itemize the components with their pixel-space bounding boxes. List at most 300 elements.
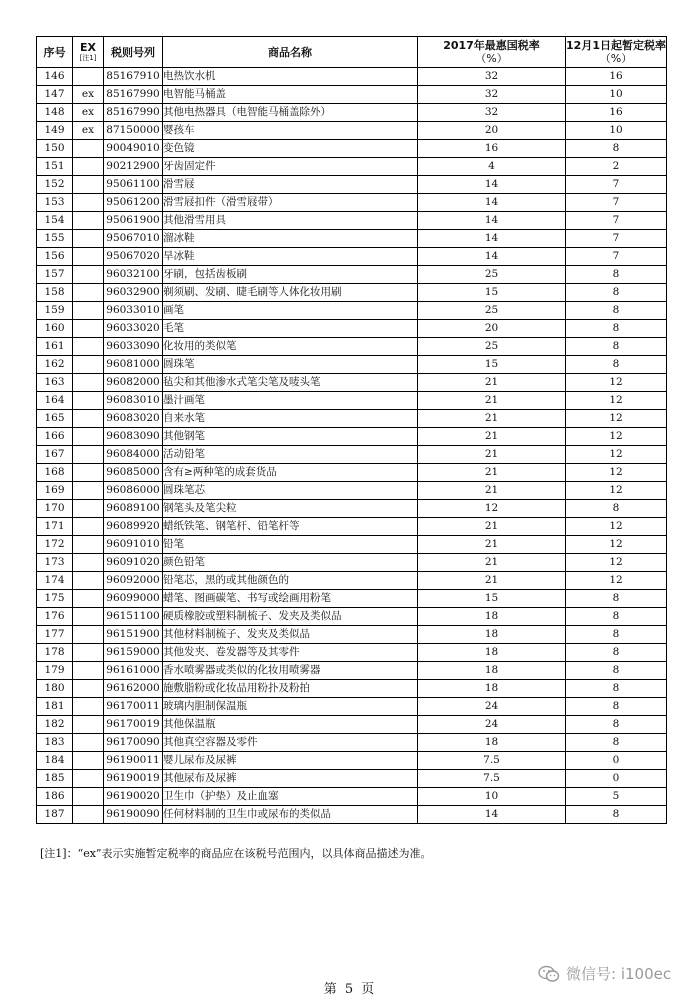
cell-code: 96083020 xyxy=(104,410,163,428)
table-row xyxy=(37,536,667,554)
cell-rate-new: 8 xyxy=(566,140,667,158)
table-row xyxy=(37,104,667,122)
cell-ex xyxy=(73,158,104,176)
cell-code: 96170011 xyxy=(104,698,163,716)
cell-code: 96081000 xyxy=(104,356,163,374)
cell-ex xyxy=(73,302,104,320)
cell-ex xyxy=(73,176,104,194)
table-row xyxy=(37,122,667,140)
header-name: 商品名称 xyxy=(163,37,418,68)
table-row xyxy=(37,680,667,698)
cell-no: 183 xyxy=(37,734,73,752)
cell-no: 162 xyxy=(37,356,73,374)
cell-ex xyxy=(73,356,104,374)
cell-name: 钢笔头及笔尖粒 xyxy=(163,500,418,518)
cell-rate-new: 12 xyxy=(566,374,667,392)
table-row xyxy=(37,788,667,806)
table-row xyxy=(37,554,667,572)
cell-ex xyxy=(73,428,104,446)
cell-rate-new: 12 xyxy=(566,446,667,464)
table-row xyxy=(37,176,667,194)
cell-rate-new: 8 xyxy=(566,302,667,320)
table-row xyxy=(37,86,667,104)
cell-ex xyxy=(73,374,104,392)
header-ex: EX [注1] xyxy=(73,37,104,68)
cell-rate-2017: 25 xyxy=(418,266,566,284)
cell-no: 168 xyxy=(37,464,73,482)
cell-no: 157 xyxy=(37,266,73,284)
cell-code: 96190011 xyxy=(104,752,163,770)
cell-rate-2017: 32 xyxy=(418,86,566,104)
cell-name: 墨汁画笔 xyxy=(163,392,418,410)
cell-ex xyxy=(73,590,104,608)
cell-rate-new: 12 xyxy=(566,410,667,428)
cell-name: 变色镜 xyxy=(163,140,418,158)
cell-rate-new: 10 xyxy=(566,122,667,140)
table-row xyxy=(37,374,667,392)
cell-rate-2017: 14 xyxy=(418,194,566,212)
cell-no: 186 xyxy=(37,788,73,806)
cell-code: 96082000 xyxy=(104,374,163,392)
cell-rate-new: 8 xyxy=(566,338,667,356)
cell-ex: ex xyxy=(73,86,104,104)
cell-code: 96032900 xyxy=(104,284,163,302)
table-row xyxy=(37,806,667,824)
cell-ex xyxy=(73,608,104,626)
footnote: [注1]：“ex”表示实施暂定税率的商品应在该税号范围内，以具体商品描述为准。 xyxy=(40,847,432,860)
cell-ex: ex xyxy=(73,122,104,140)
cell-no: 153 xyxy=(37,194,73,212)
cell-name: 剃须刷、发刷、睫毛刷等人体化妆用刷 xyxy=(163,284,418,302)
cell-code: 96190019 xyxy=(104,770,163,788)
cell-no: 174 xyxy=(37,572,73,590)
cell-rate-2017: 25 xyxy=(418,338,566,356)
cell-no: 164 xyxy=(37,392,73,410)
cell-name: 画笔 xyxy=(163,302,418,320)
cell-name: 铅笔 xyxy=(163,536,418,554)
cell-name: 婴儿尿布及尿裤 xyxy=(163,752,418,770)
cell-no: 159 xyxy=(37,302,73,320)
cell-ex xyxy=(73,194,104,212)
cell-code: 96033010 xyxy=(104,302,163,320)
cell-rate-new: 0 xyxy=(566,770,667,788)
cell-name: 毡尖和其他渗水式笔尖笔及唛头笔 xyxy=(163,374,418,392)
cell-rate-2017: 7.5 xyxy=(418,752,566,770)
cell-rate-new: 16 xyxy=(566,68,667,86)
cell-code: 96089920 xyxy=(104,518,163,536)
cell-code: 96085000 xyxy=(104,464,163,482)
cell-ex xyxy=(73,446,104,464)
table-row xyxy=(37,212,667,230)
cell-rate-new: 8 xyxy=(566,356,667,374)
cell-name: 香水喷雾器或类似的化妆用喷雾器 xyxy=(163,662,418,680)
cell-ex xyxy=(73,626,104,644)
cell-rate-new: 8 xyxy=(566,500,667,518)
cell-rate-new: 8 xyxy=(566,320,667,338)
table-row xyxy=(37,230,667,248)
table-row xyxy=(37,698,667,716)
cell-ex xyxy=(73,518,104,536)
cell-ex xyxy=(73,248,104,266)
cell-rate-2017: 15 xyxy=(418,356,566,374)
cell-rate-2017: 21 xyxy=(418,446,566,464)
cell-code: 90212900 xyxy=(104,158,163,176)
cell-ex xyxy=(73,806,104,824)
cell-no: 177 xyxy=(37,626,73,644)
cell-rate-2017: 21 xyxy=(418,536,566,554)
cell-rate-new: 8 xyxy=(566,608,667,626)
cell-no: 178 xyxy=(37,644,73,662)
cell-name: 蜡笔、图画碳笔、书写或绘画用粉笔 xyxy=(163,590,418,608)
cell-rate-2017: 18 xyxy=(418,608,566,626)
cell-code: 95061100 xyxy=(104,176,163,194)
cell-no: 150 xyxy=(37,140,73,158)
table-row xyxy=(37,482,667,500)
cell-name: 牙齿固定件 xyxy=(163,158,418,176)
wechat-icon xyxy=(538,965,560,983)
cell-no: 156 xyxy=(37,248,73,266)
table-body xyxy=(37,68,667,824)
cell-no: 155 xyxy=(37,230,73,248)
cell-name: 其他真空容器及零件 xyxy=(163,734,418,752)
cell-ex xyxy=(73,266,104,284)
cell-code: 96033090 xyxy=(104,338,163,356)
cell-rate-new: 8 xyxy=(566,734,667,752)
cell-code: 85167990 xyxy=(104,86,163,104)
cell-no: 180 xyxy=(37,680,73,698)
cell-rate-new: 8 xyxy=(566,644,667,662)
cell-rate-2017: 18 xyxy=(418,644,566,662)
cell-code: 87150000 xyxy=(104,122,163,140)
cell-ex xyxy=(73,140,104,158)
cell-ex xyxy=(73,698,104,716)
cell-name: 其他材料制梳子、发夹及类似品 xyxy=(163,626,418,644)
table-row xyxy=(37,752,667,770)
cell-no: 175 xyxy=(37,590,73,608)
tariff-table xyxy=(36,36,667,824)
table-row xyxy=(37,428,667,446)
table-row xyxy=(37,140,667,158)
cell-rate-new: 5 xyxy=(566,788,667,806)
cell-rate-2017: 7.5 xyxy=(418,770,566,788)
cell-no: 173 xyxy=(37,554,73,572)
table-row xyxy=(37,248,667,266)
cell-code: 96083090 xyxy=(104,428,163,446)
cell-rate-2017: 14 xyxy=(418,230,566,248)
cell-no: 152 xyxy=(37,176,73,194)
cell-name: 牙刷，包括齿板刷 xyxy=(163,266,418,284)
cell-code: 96161000 xyxy=(104,662,163,680)
cell-name: 铅笔芯，黑的或其他颜色的 xyxy=(163,572,418,590)
cell-ex xyxy=(73,644,104,662)
cell-no: 185 xyxy=(37,770,73,788)
cell-code: 96190020 xyxy=(104,788,163,806)
header-code: 税则号列 xyxy=(104,37,163,68)
cell-code: 96089100 xyxy=(104,500,163,518)
cell-code: 96170090 xyxy=(104,734,163,752)
cell-code: 96151900 xyxy=(104,626,163,644)
cell-name: 毛笔 xyxy=(163,320,418,338)
table-row xyxy=(37,626,667,644)
cell-name: 其他滑雪用具 xyxy=(163,212,418,230)
cell-rate-2017: 20 xyxy=(418,320,566,338)
cell-rate-new: 12 xyxy=(566,536,667,554)
cell-ex xyxy=(73,752,104,770)
cell-ex xyxy=(73,230,104,248)
cell-ex xyxy=(73,770,104,788)
table-row xyxy=(37,356,667,374)
cell-ex xyxy=(73,536,104,554)
cell-code: 95067010 xyxy=(104,230,163,248)
cell-name: 圆珠笔芯 xyxy=(163,482,418,500)
cell-rate-2017: 21 xyxy=(418,410,566,428)
cell-rate-2017: 20 xyxy=(418,122,566,140)
table-header-row xyxy=(37,37,667,68)
cell-name: 活动铅笔 xyxy=(163,446,418,464)
cell-name: 硬质橡胶或塑料制梳子、发夹及类似品 xyxy=(163,608,418,626)
cell-code: 95067020 xyxy=(104,248,163,266)
cell-rate-2017: 32 xyxy=(418,68,566,86)
cell-ex xyxy=(73,734,104,752)
table-row xyxy=(37,590,667,608)
cell-rate-2017: 21 xyxy=(418,482,566,500)
cell-rate-2017: 21 xyxy=(418,428,566,446)
table-row xyxy=(37,266,667,284)
watermark xyxy=(538,963,671,984)
cell-no: 169 xyxy=(37,482,73,500)
cell-name: 电智能马桶盖 xyxy=(163,86,418,104)
cell-rate-new: 8 xyxy=(566,680,667,698)
cell-ex xyxy=(73,554,104,572)
cell-no: 184 xyxy=(37,752,73,770)
cell-rate-2017: 4 xyxy=(418,158,566,176)
cell-no: 176 xyxy=(37,608,73,626)
cell-ex xyxy=(73,572,104,590)
cell-rate-2017: 32 xyxy=(418,104,566,122)
cell-name: 任何材料制的卫生巾或尿布的类似品 xyxy=(163,806,418,824)
cell-name: 含有≥两种笔的成套货品 xyxy=(163,464,418,482)
table-row xyxy=(37,662,667,680)
cell-code: 96092000 xyxy=(104,572,163,590)
cell-rate-new: 12 xyxy=(566,392,667,410)
table-row xyxy=(37,644,667,662)
cell-code: 85167910 xyxy=(104,68,163,86)
cell-rate-new: 12 xyxy=(566,482,667,500)
cell-no: 179 xyxy=(37,662,73,680)
cell-rate-new: 8 xyxy=(566,698,667,716)
cell-name: 施敷脂粉或化妆品用粉扑及粉拍 xyxy=(163,680,418,698)
cell-ex xyxy=(73,788,104,806)
table-row xyxy=(37,608,667,626)
cell-rate-2017: 14 xyxy=(418,212,566,230)
table-row xyxy=(37,446,667,464)
header-rate-new: 12月1日起暂定税率 （%） xyxy=(566,37,667,68)
cell-rate-new: 8 xyxy=(566,266,667,284)
cell-no: 163 xyxy=(37,374,73,392)
cell-no: 181 xyxy=(37,698,73,716)
cell-rate-2017: 14 xyxy=(418,176,566,194)
cell-rate-new: 0 xyxy=(566,752,667,770)
cell-code: 96159000 xyxy=(104,644,163,662)
cell-name: 蜡纸铁笔、钢笔杆、铅笔杆等 xyxy=(163,518,418,536)
table-row xyxy=(37,572,667,590)
cell-no: 161 xyxy=(37,338,73,356)
header-no: 序号 xyxy=(37,37,73,68)
cell-rate-2017: 21 xyxy=(418,392,566,410)
cell-name: 玻璃内胆制保温瓶 xyxy=(163,698,418,716)
cell-no: 149 xyxy=(37,122,73,140)
cell-no: 171 xyxy=(37,518,73,536)
cell-rate-new: 12 xyxy=(566,518,667,536)
cell-name: 其他尿布及尿裤 xyxy=(163,770,418,788)
cell-ex xyxy=(73,68,104,86)
cell-rate-new: 12 xyxy=(566,464,667,482)
cell-code: 96162000 xyxy=(104,680,163,698)
watermark-text: 微信号: i100ec xyxy=(566,965,672,983)
cell-ex: ex xyxy=(73,104,104,122)
cell-code: 85167990 xyxy=(104,104,163,122)
cell-no: 148 xyxy=(37,104,73,122)
cell-no: 158 xyxy=(37,284,73,302)
cell-code: 95061200 xyxy=(104,194,163,212)
cell-rate-new: 8 xyxy=(566,716,667,734)
cell-rate-new: 12 xyxy=(566,572,667,590)
cell-name: 婴孩车 xyxy=(163,122,418,140)
cell-rate-2017: 18 xyxy=(418,734,566,752)
table-row xyxy=(37,464,667,482)
cell-no: 166 xyxy=(37,428,73,446)
cell-ex xyxy=(73,284,104,302)
cell-rate-2017: 21 xyxy=(418,572,566,590)
cell-rate-new: 7 xyxy=(566,176,667,194)
cell-rate-2017: 15 xyxy=(418,590,566,608)
cell-rate-2017: 18 xyxy=(418,662,566,680)
cell-code: 96083010 xyxy=(104,392,163,410)
cell-code: 96170019 xyxy=(104,716,163,734)
cell-no: 165 xyxy=(37,410,73,428)
table-row xyxy=(37,392,667,410)
table-row xyxy=(37,338,667,356)
cell-code: 90049010 xyxy=(104,140,163,158)
cell-rate-2017: 24 xyxy=(418,698,566,716)
cell-rate-2017: 25 xyxy=(418,302,566,320)
cell-name: 其他发夹、卷发器等及其零件 xyxy=(163,644,418,662)
cell-ex xyxy=(73,680,104,698)
cell-ex xyxy=(73,482,104,500)
cell-name: 自来水笔 xyxy=(163,410,418,428)
cell-rate-new: 10 xyxy=(566,86,667,104)
table-row xyxy=(37,770,667,788)
cell-no: 154 xyxy=(37,212,73,230)
cell-rate-new: 8 xyxy=(566,806,667,824)
table-row xyxy=(37,734,667,752)
cell-rate-new: 12 xyxy=(566,554,667,572)
cell-ex xyxy=(73,662,104,680)
cell-ex xyxy=(73,320,104,338)
cell-rate-2017: 24 xyxy=(418,716,566,734)
cell-code: 96190090 xyxy=(104,806,163,824)
cell-no: 170 xyxy=(37,500,73,518)
cell-rate-new: 16 xyxy=(566,104,667,122)
cell-rate-new: 7 xyxy=(566,230,667,248)
cell-rate-new: 7 xyxy=(566,212,667,230)
table-row xyxy=(37,68,667,86)
cell-code: 96151100 xyxy=(104,608,163,626)
cell-name: 圆珠笔 xyxy=(163,356,418,374)
cell-no: 167 xyxy=(37,446,73,464)
cell-ex xyxy=(73,392,104,410)
table-row xyxy=(37,284,667,302)
cell-rate-2017: 12 xyxy=(418,500,566,518)
cell-rate-2017: 18 xyxy=(418,680,566,698)
cell-name: 旱冰鞋 xyxy=(163,248,418,266)
cell-code: 96033020 xyxy=(104,320,163,338)
cell-no: 172 xyxy=(37,536,73,554)
cell-rate-2017: 21 xyxy=(418,464,566,482)
cell-ex xyxy=(73,464,104,482)
cell-code: 96032100 xyxy=(104,266,163,284)
cell-ex xyxy=(73,212,104,230)
header-ex-note: [注1] xyxy=(79,54,97,62)
table-row xyxy=(37,410,667,428)
table-row xyxy=(37,194,667,212)
table-row xyxy=(37,716,667,734)
cell-no: 151 xyxy=(37,158,73,176)
cell-rate-new: 8 xyxy=(566,590,667,608)
cell-ex xyxy=(73,410,104,428)
table-row xyxy=(37,158,667,176)
header-rate-2017: 2017年最惠国税率 （%） xyxy=(418,37,566,68)
cell-code: 95061900 xyxy=(104,212,163,230)
cell-rate-2017: 15 xyxy=(418,284,566,302)
cell-rate-2017: 10 xyxy=(418,788,566,806)
cell-rate-new: 7 xyxy=(566,194,667,212)
cell-name: 其他电热器具（电智能马桶盖除外） xyxy=(163,104,418,122)
cell-no: 147 xyxy=(37,86,73,104)
cell-rate-new: 8 xyxy=(566,284,667,302)
cell-rate-new: 8 xyxy=(566,662,667,680)
cell-name: 化妆用的类似笔 xyxy=(163,338,418,356)
cell-no: 146 xyxy=(37,68,73,86)
page-number: 第 5 页 xyxy=(323,982,377,997)
cell-name: 其他保温瓶 xyxy=(163,716,418,734)
cell-rate-2017: 21 xyxy=(418,518,566,536)
cell-no: 182 xyxy=(37,716,73,734)
table-row xyxy=(37,320,667,338)
cell-no: 187 xyxy=(37,806,73,824)
table-row xyxy=(37,500,667,518)
cell-name: 滑雪屐扣件（滑雪屐带） xyxy=(163,194,418,212)
cell-code: 96091020 xyxy=(104,554,163,572)
cell-code: 96084000 xyxy=(104,446,163,464)
cell-rate-new: 12 xyxy=(566,428,667,446)
cell-code: 96099000 xyxy=(104,590,163,608)
cell-name: 电热饮水机 xyxy=(163,68,418,86)
cell-no: 160 xyxy=(37,320,73,338)
cell-rate-2017: 14 xyxy=(418,248,566,266)
cell-name: 颜色铅笔 xyxy=(163,554,418,572)
cell-rate-new: 7 xyxy=(566,248,667,266)
cell-name: 滑雪屐 xyxy=(163,176,418,194)
cell-code: 96091010 xyxy=(104,536,163,554)
cell-name: 其他钢笔 xyxy=(163,428,418,446)
cell-rate-2017: 21 xyxy=(418,554,566,572)
cell-rate-2017: 21 xyxy=(418,374,566,392)
cell-code: 96086000 xyxy=(104,482,163,500)
table-row xyxy=(37,518,667,536)
cell-rate-new: 8 xyxy=(566,626,667,644)
cell-rate-new: 2 xyxy=(566,158,667,176)
